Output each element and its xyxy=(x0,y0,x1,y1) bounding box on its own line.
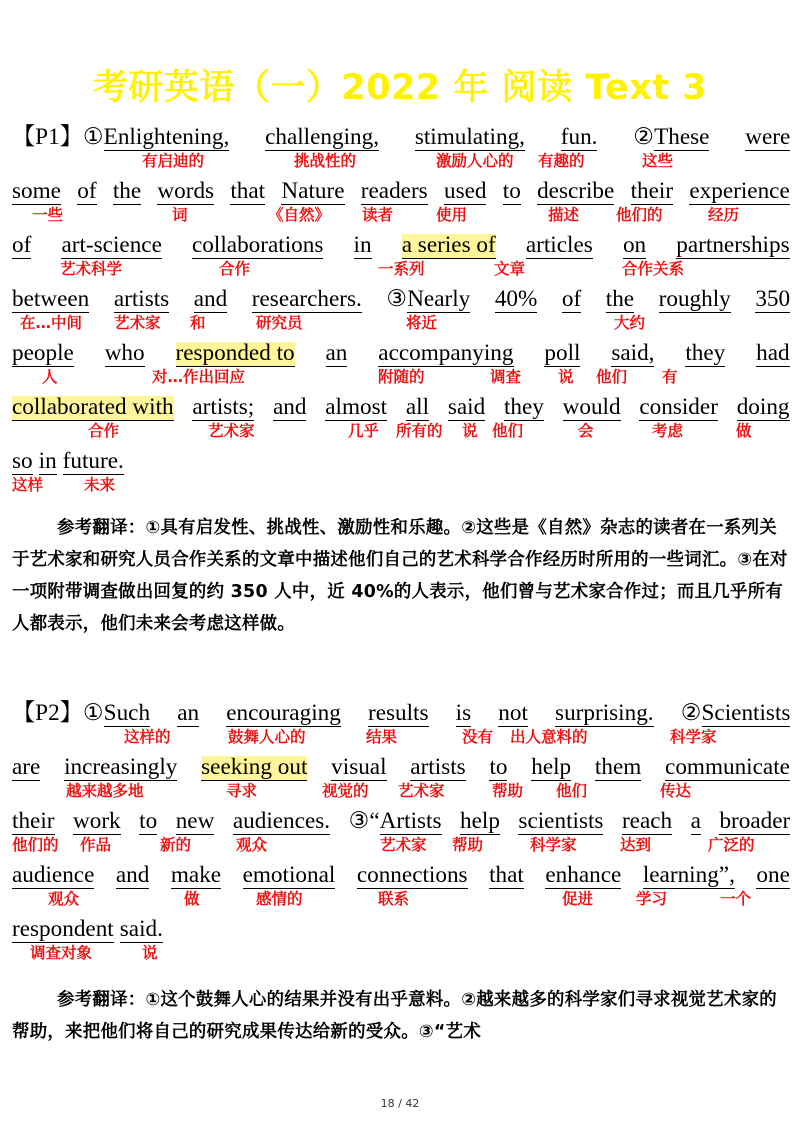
word: Nearly xyxy=(407,286,471,312)
gloss-label: 文章 xyxy=(494,260,526,278)
word: fun. xyxy=(560,124,598,150)
word: broader xyxy=(719,808,791,834)
gloss-label: 读者 xyxy=(362,206,394,224)
highlighted-phrase: collaborated with xyxy=(12,394,174,420)
gloss-label: 所有的 xyxy=(396,422,443,440)
gloss-label: 在…中间 xyxy=(20,314,83,332)
word: Artists xyxy=(379,808,442,834)
highlighted-phrase: responded to xyxy=(175,340,295,366)
word: that xyxy=(489,862,524,888)
english-line xyxy=(12,176,790,206)
word: experience xyxy=(689,178,790,204)
word: emotional xyxy=(242,862,336,888)
word: their xyxy=(630,178,674,204)
gloss-label: 和 xyxy=(190,314,206,332)
gloss-label: 合作 xyxy=(88,422,120,440)
word: results xyxy=(367,700,429,726)
word: work xyxy=(73,808,121,834)
word: Enlightening, xyxy=(103,124,230,150)
word: learning”, xyxy=(642,862,735,888)
gloss-label: 合作关系 xyxy=(622,260,685,278)
word: on xyxy=(622,232,647,258)
word: visual xyxy=(331,754,387,780)
gloss-label: 帮助 xyxy=(452,836,484,854)
word: to xyxy=(139,808,158,834)
page-number: 18 / 42 xyxy=(380,1097,420,1110)
word: help xyxy=(531,754,572,780)
word: increasingly xyxy=(64,754,178,780)
word: encouraging xyxy=(226,700,341,726)
word: surprising. xyxy=(555,700,654,726)
text-line xyxy=(12,698,798,752)
word: are xyxy=(12,754,41,780)
gloss-label: 这些 xyxy=(642,152,674,170)
word: their xyxy=(12,808,55,834)
word: of xyxy=(561,286,582,312)
gloss-label: 艺术家 xyxy=(114,314,161,332)
marker: ③“ xyxy=(348,808,380,834)
word: a xyxy=(690,808,701,834)
gloss-label: 调查 xyxy=(490,368,522,386)
word: art-science xyxy=(61,232,162,258)
word: roughly xyxy=(658,286,731,312)
gloss-label: 有 xyxy=(662,368,678,386)
word: enhance xyxy=(545,862,622,888)
english-line xyxy=(12,284,790,314)
word: almost xyxy=(325,394,388,420)
word: one xyxy=(756,862,790,888)
gloss-label: 会 xyxy=(578,422,594,440)
text-line xyxy=(12,860,798,914)
gloss-label: 挑战性的 xyxy=(294,152,357,170)
word: to xyxy=(502,178,521,204)
gloss-label: 新的 xyxy=(160,836,192,854)
gloss-label: 艺术家 xyxy=(208,422,255,440)
gloss-label: 对…作出回应 xyxy=(152,368,246,386)
word: said. xyxy=(119,916,163,942)
word: people xyxy=(12,340,74,366)
english-line xyxy=(12,752,790,782)
english-line xyxy=(12,914,163,944)
text-line xyxy=(12,122,798,176)
english-line xyxy=(12,122,790,152)
text-line xyxy=(12,914,798,968)
gloss-label: 激励人心的 xyxy=(436,152,514,170)
gloss-label: 大约 xyxy=(614,314,646,332)
word: of xyxy=(77,178,97,204)
english-line xyxy=(12,806,790,836)
gloss-label: 他们 xyxy=(556,782,588,800)
word: of xyxy=(12,232,32,258)
word: is xyxy=(455,700,472,726)
gloss-label: 学习 xyxy=(636,890,668,908)
word: readers xyxy=(360,178,428,204)
text-line xyxy=(12,230,798,284)
gloss-label: 一系列 xyxy=(378,260,425,278)
gloss-label: 寻求 xyxy=(226,782,258,800)
gloss-label: 达到 xyxy=(620,836,652,854)
gloss-label: 出人意料的 xyxy=(510,728,588,746)
gloss-label: 这样 xyxy=(12,476,44,494)
gloss-label: 说 xyxy=(558,368,574,386)
word: consider xyxy=(639,394,718,420)
gloss-label: 他们的 xyxy=(12,836,59,854)
marker: ① xyxy=(82,700,104,726)
word: and xyxy=(273,394,307,420)
word: audience xyxy=(12,862,95,888)
gloss-label: 科学家 xyxy=(670,728,717,746)
text-line xyxy=(12,284,798,338)
text-line xyxy=(12,806,798,860)
word: the xyxy=(112,178,142,204)
word: said, xyxy=(611,340,655,366)
gloss-label: 词 xyxy=(172,206,188,224)
translation-p1: 参考翻译：①具有启发性、挑战性、激励性和乐趣。②这些是《自然》杂志的读者在一系列关于艺术家和研究人员合作关系的文章中描述他们自己的艺术科学合作经历时所用的一些词汇。③在对一项附带调查做出回复的约 350 人中，近 40%的人表示，他们曾与艺术家合作过；而且几乎所有人都表示，他们未来会考虑这样做。 xyxy=(12,518,788,634)
word: artists xyxy=(410,754,466,780)
word: were xyxy=(745,124,791,150)
gloss-label: 他们 xyxy=(492,422,524,440)
gloss-label: 说 xyxy=(462,422,478,440)
marker: 【P1】 xyxy=(12,124,83,150)
gloss-label: 有启迪的 xyxy=(142,152,205,170)
gloss-label: 做 xyxy=(736,422,752,440)
word: would xyxy=(562,394,621,420)
gloss-label: 合作 xyxy=(219,260,251,278)
gloss-label: 鼓舞人心的 xyxy=(228,728,306,746)
word: partnerships xyxy=(676,232,790,258)
word: poll xyxy=(544,340,581,366)
gloss-label: 调查对象 xyxy=(30,944,93,962)
word: artists xyxy=(113,286,170,312)
word: some xyxy=(12,178,61,204)
word: Such xyxy=(103,700,151,726)
word: an xyxy=(325,340,348,366)
gloss-label: 越来越多地 xyxy=(66,782,144,800)
word: 40% xyxy=(494,286,538,312)
word: 350 xyxy=(755,286,791,312)
word: so xyxy=(12,448,33,474)
word: not xyxy=(498,700,528,726)
gloss-label: 传达 xyxy=(660,782,692,800)
gloss-label: 艺术科学 xyxy=(60,260,123,278)
text-line xyxy=(12,446,798,500)
word: articles xyxy=(525,232,593,258)
word: that xyxy=(230,178,266,204)
word: all xyxy=(405,394,430,420)
word: in xyxy=(353,232,372,258)
word: help xyxy=(460,808,500,834)
marker: 【P2】 xyxy=(12,700,83,726)
word: used xyxy=(443,178,487,204)
english-line xyxy=(12,338,790,368)
word: between xyxy=(12,286,90,312)
word: new xyxy=(175,808,215,834)
gloss-label: 《自然》 xyxy=(268,206,331,224)
gloss-label: 观众 xyxy=(48,890,80,908)
word: they xyxy=(503,394,544,420)
page-title: 考研英语（一）2022 年 阅读 Text 3 xyxy=(92,68,708,108)
word: describe xyxy=(537,178,615,204)
word: These xyxy=(654,124,710,150)
word: audiences. xyxy=(232,808,331,834)
gloss-label: 观众 xyxy=(236,836,268,854)
word: who xyxy=(104,340,145,366)
gloss-label: 将近 xyxy=(406,314,438,332)
gloss-label: 一些 xyxy=(32,206,64,224)
gloss-label: 几乎 xyxy=(348,422,380,440)
word: and xyxy=(115,862,150,888)
word: words xyxy=(157,178,215,204)
gloss-label: 使用 xyxy=(436,206,468,224)
marker: ③ xyxy=(386,286,408,312)
word: them xyxy=(594,754,642,780)
english-line xyxy=(12,230,790,260)
english-line xyxy=(12,860,790,890)
english-line xyxy=(12,698,790,728)
gloss-label: 描述 xyxy=(548,206,580,224)
gloss-label: 视觉的 xyxy=(322,782,369,800)
word: artists; xyxy=(192,394,255,420)
word: had xyxy=(756,340,790,366)
gloss-label: 考虑 xyxy=(652,422,684,440)
word: future. xyxy=(62,448,124,474)
gloss-label: 经历 xyxy=(708,206,740,224)
marker: ② xyxy=(633,124,655,150)
word: in xyxy=(38,448,57,474)
english-line xyxy=(12,392,790,422)
word: they xyxy=(685,340,726,366)
word: Scientists xyxy=(701,700,791,726)
marker: ① xyxy=(82,124,104,150)
highlighted-phrase: a series of xyxy=(401,232,496,258)
word: Nature xyxy=(281,178,345,204)
word: make xyxy=(170,862,222,888)
gloss-label: 未来 xyxy=(84,476,116,494)
gloss-label: 科学家 xyxy=(530,836,577,854)
gloss-label: 结果 xyxy=(366,728,398,746)
word: connections xyxy=(356,862,468,888)
word: collaborations xyxy=(192,232,324,258)
text-line xyxy=(12,392,798,446)
gloss-label: 有趣的 xyxy=(538,152,585,170)
gloss-label: 他们 xyxy=(596,368,628,386)
word: communicate xyxy=(665,754,790,780)
gloss-label: 他们的 xyxy=(616,206,663,224)
text-line xyxy=(12,338,798,392)
gloss-label: 作品 xyxy=(80,836,112,854)
gloss-label: 这样的 xyxy=(124,728,171,746)
english-line xyxy=(12,446,124,476)
paragraph-p2 xyxy=(12,698,798,968)
marker: ② xyxy=(680,700,702,726)
gloss-label: 研究员 xyxy=(256,314,303,332)
gloss-label: 说 xyxy=(142,944,158,962)
gloss-label: 人 xyxy=(42,368,58,386)
word: and xyxy=(193,286,228,312)
word: an xyxy=(177,700,200,726)
word: researchers. xyxy=(251,286,362,312)
word: respondent xyxy=(12,916,114,942)
gloss-label: 广泛的 xyxy=(708,836,755,854)
gloss-label: 帮助 xyxy=(492,782,524,800)
word: the xyxy=(605,286,635,312)
gloss-label: 艺术家 xyxy=(380,836,427,854)
word: said xyxy=(447,394,486,420)
word: reach xyxy=(621,808,673,834)
gloss-label: 感情的 xyxy=(256,890,303,908)
word: accompanying xyxy=(378,340,514,366)
gloss-label: 艺术家 xyxy=(398,782,445,800)
gloss-label: 附随的 xyxy=(378,368,425,386)
word: challenging, xyxy=(265,124,380,150)
gloss-label: 没有 xyxy=(462,728,494,746)
word: doing xyxy=(736,394,790,420)
paragraph-p1 xyxy=(12,122,798,500)
gloss-label: 做 xyxy=(184,890,200,908)
translation-p2: 参考翻译：①这个鼓舞人心的结果并没有出乎意料。②越来越多的科学家们寻求视觉艺术家的帮助，来把他们将自己的研究成果传达给新的受众。③“艺术 xyxy=(12,990,777,1042)
text-line xyxy=(12,752,798,806)
gloss-label: 一个 xyxy=(720,890,752,908)
word: scientists xyxy=(518,808,604,834)
text-line xyxy=(12,176,798,230)
word: stimulating, xyxy=(414,124,525,150)
highlighted-phrase: seeking out xyxy=(201,754,308,780)
gloss-label: 促进 xyxy=(562,890,594,908)
gloss-label: 联系 xyxy=(378,890,410,908)
word: to xyxy=(489,754,508,780)
